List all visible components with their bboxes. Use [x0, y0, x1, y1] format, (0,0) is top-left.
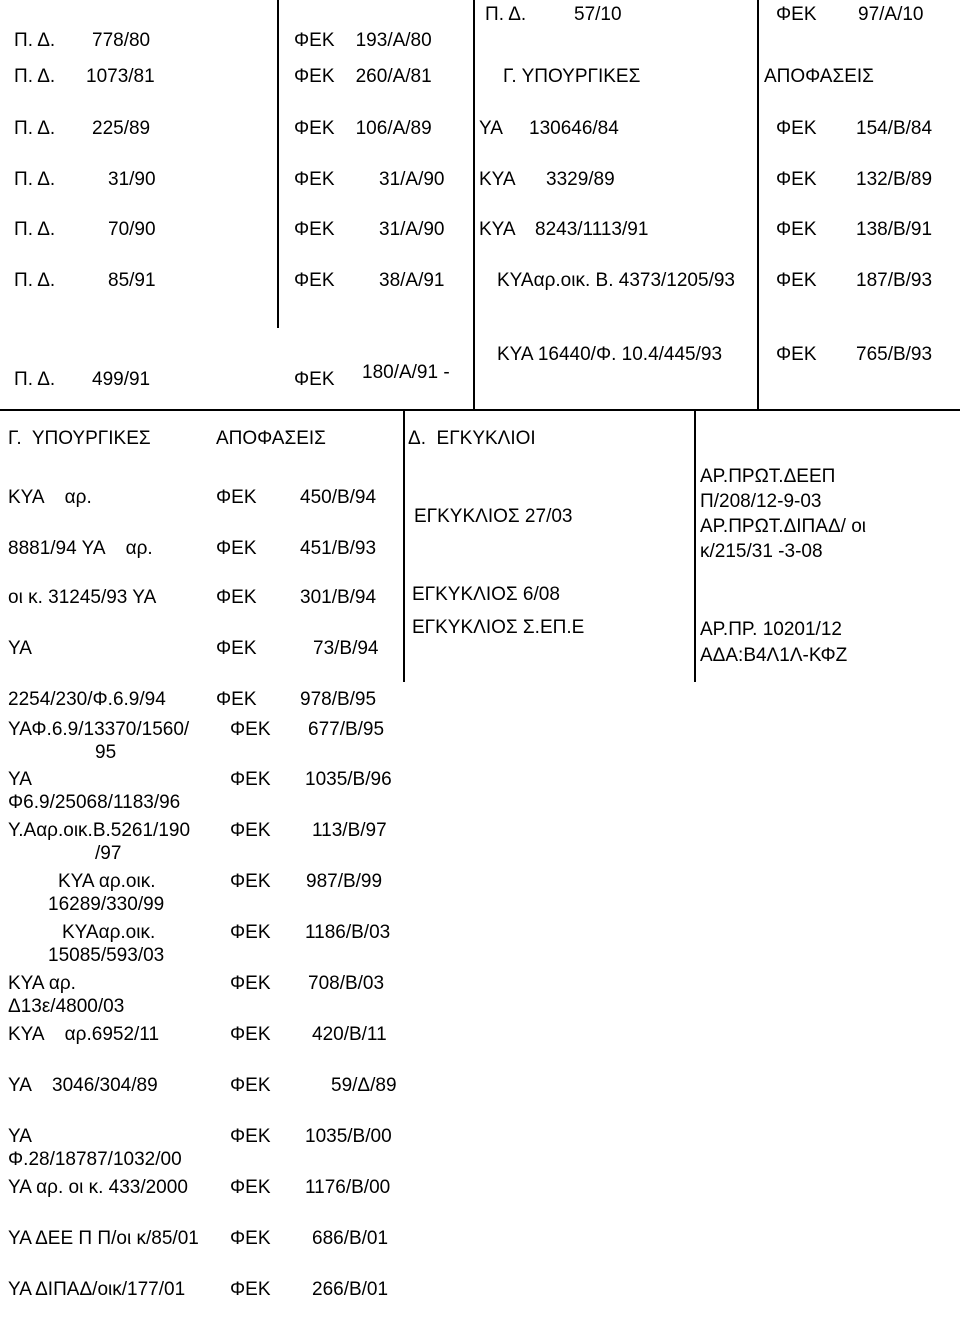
fek-number: 1035/Β/00 [305, 1126, 392, 1147]
decision-ref: Φ6.9/25068/1183/96 [8, 792, 181, 813]
table-cell: ΦΕΚ 260/Α/81 [294, 66, 432, 87]
table-cell: ΥΑ [479, 118, 503, 139]
table-cell: ΚΥΑ [479, 169, 516, 190]
table-cell: 31/Α/90 [379, 169, 445, 190]
table-cell: 97/Α/10 [858, 4, 924, 25]
table-cell: 765/Β/93 [856, 344, 933, 365]
decision-ref: ΚΥΑ αρ. [8, 973, 76, 994]
table-cell: ΦΕΚ [294, 219, 335, 240]
section-heading: Γ. ΥΠΟΥΡΓΙΚΕΣ [503, 66, 641, 87]
divider [473, 0, 475, 410]
fek-label: ΦΕΚ [230, 1279, 271, 1300]
circular-item: ΕΓΚΥΚΛΙΟΣ 6/08 [412, 584, 560, 605]
table-cell: ΦΕΚ [776, 4, 817, 25]
fek-number: 59/Δ/89 [331, 1075, 397, 1096]
fek-label: ΦΕΚ [230, 719, 271, 740]
table-cell: Π. Δ. [14, 270, 56, 291]
decision-ref: ΥΑ [8, 769, 32, 790]
fek-number: 113/Β/97 [312, 820, 387, 841]
table-cell: ΦΕΚ [776, 169, 817, 190]
fek-label: ΦΕΚ [216, 487, 257, 508]
table-cell: 132/Β/89 [856, 169, 933, 190]
fek-label: ΦΕΚ [230, 1024, 271, 1045]
table-cell: 187/Β/93 [856, 270, 933, 291]
divider [0, 409, 960, 411]
decision-ref: 2254/230/Φ.6.9/94 [8, 689, 166, 710]
fek-number: 708/Β/03 [308, 973, 385, 994]
divider [757, 0, 759, 410]
table-cell: Π. Δ. [14, 30, 56, 51]
fek-number: 987/Β/99 [306, 871, 383, 892]
fek-label: ΦΕΚ [230, 1228, 271, 1249]
fek-label: ΦΕΚ [216, 538, 257, 559]
fek-number: 978/Β/95 [300, 689, 377, 710]
fek-number: 1186/Β/03 [305, 922, 391, 943]
table-cell: 499/91 [92, 369, 151, 390]
fek-label: ΦΕΚ [216, 587, 257, 608]
table-cell: Π. Δ. [14, 118, 56, 139]
table-cell: 130646/84 [529, 118, 619, 139]
section-heading: Δ. ΕΓΚΥΚΛΙΟΙ [408, 428, 536, 449]
fek-label: ΦΕΚ [230, 973, 271, 994]
decision-ref: ΥΑΦ.6.9/13370/1560/ [8, 719, 190, 740]
table-cell: 225/89 [92, 118, 151, 139]
circular-item: ΕΓΚΥΚΛΙΟΣ 27/03 [414, 506, 573, 527]
table-cell: Π. Δ. [14, 369, 56, 390]
decision-ref: 16289/330/99 [48, 894, 165, 915]
fek-label: ΦΕΚ [216, 638, 257, 659]
divider [694, 410, 696, 682]
table-cell: 154/Β/84 [856, 118, 933, 139]
decision-ref: Υ.Ααρ.οικ.Β.5261/190 [8, 820, 191, 841]
table-cell: ΦΕΚ 106/Α/89 [294, 118, 432, 139]
table-cell: 138/Β/91 [856, 219, 933, 240]
fek-number: 73/Β/94 [313, 638, 379, 659]
reference-line: ΑΡ.ΠΡΩΤ.ΔΕΕΠ [700, 466, 836, 487]
decision-ref: Φ.28/18787/1032/00 [8, 1149, 182, 1170]
divider [403, 410, 405, 682]
fek-label: ΦΕΚ [216, 689, 257, 710]
reference-line: ΑΔΑ:Β4Λ1Λ-ΚΦΖ [700, 645, 848, 666]
table-cell: 3329/89 [546, 169, 615, 190]
section-heading: ΑΠΟΦΑΣΕΙΣ [764, 66, 874, 87]
reference-line: κ/215/31 -3-08 [700, 541, 823, 562]
table-cell: 8243/1113/91 [535, 219, 649, 240]
table-cell: 1073/81 [86, 66, 155, 87]
decision-ref: 8881/94 ΥΑ αρ. [8, 538, 153, 559]
table-cell: 778/80 [92, 30, 151, 51]
table-cell: ΦΕΚ 193/Α/80 [294, 30, 432, 51]
table-cell: ΚΥΑ 16440/Φ. 10.4/445/93 [497, 344, 723, 365]
reference-line: ΑΡ.ΠΡ. 10201/12 [700, 619, 842, 640]
fek-number: 1176/Β/00 [305, 1177, 391, 1198]
table-cell: ΦΕΚ [776, 344, 817, 365]
fek-label: ΦΕΚ [230, 1126, 271, 1147]
table-cell: Π. Δ. [14, 219, 56, 240]
decision-ref: οι κ. 31245/93 ΥΑ [8, 587, 157, 608]
table-cell: 85/91 [108, 270, 156, 291]
circular-item: ΕΓΚΥΚΛΙΟΣ Σ.ΕΠ.Ε [412, 617, 585, 638]
table-cell: ΚΥΑ [479, 219, 516, 240]
divider [277, 0, 279, 328]
decision-ref: 15085/593/03 [48, 945, 165, 966]
fek-label: ΦΕΚ [230, 922, 271, 943]
decision-ref: ΚΥΑ αρ.οικ. [58, 871, 156, 892]
reference-line: ΑΡ.ΠΡΩΤ.ΔΙΠΑΔ/ οι [700, 516, 866, 537]
fek-number: 451/Β/93 [300, 538, 377, 559]
fek-label: ΦΕΚ [230, 769, 271, 790]
decision-ref: Δ13ε/4800/03 [8, 996, 125, 1017]
decision-ref: 95 [95, 742, 117, 763]
table-cell: 38/Α/91 [379, 270, 445, 291]
table-cell: Π. Δ. [14, 66, 56, 87]
table-cell: ΦΕΚ [776, 219, 817, 240]
table-cell: 31/90 [108, 169, 156, 190]
fek-label: ΦΕΚ [230, 820, 271, 841]
fek-number: 677/Β/95 [308, 719, 385, 740]
fek-number: 450/Β/94 [300, 487, 377, 508]
table-cell: ΦΕΚ [294, 169, 335, 190]
table-cell: 31/Α/90 [379, 219, 445, 240]
decision-ref: ΥΑ 3046/304/89 [8, 1075, 158, 1096]
decision-ref: ΥΑ [8, 1126, 32, 1147]
table-cell: 70/90 [108, 219, 156, 240]
fek-label: ΦΕΚ [230, 1177, 271, 1198]
decision-ref: ΥΑ αρ. οι κ. 433/2000 [8, 1177, 188, 1198]
table-cell: Π. Δ. [485, 4, 527, 25]
table-cell: ΦΕΚ [776, 270, 817, 291]
fek-label: ΦΕΚ [230, 1075, 271, 1096]
table-cell: ΦΕΚ [776, 118, 817, 139]
decision-ref: ΚΥΑ αρ.6952/11 [8, 1024, 160, 1045]
decision-ref: ΥΑ ΔΕΕ Π Π/οι κ/85/01 [8, 1228, 199, 1249]
table-cell: ΦΕΚ [294, 369, 335, 390]
table-cell: 180/Α/91 - [362, 362, 450, 383]
fek-number: 266/Β/01 [312, 1279, 389, 1300]
decision-ref: ΚΥΑαρ.οικ. [62, 922, 156, 943]
fek-label: ΦΕΚ [230, 871, 271, 892]
fek-number: 420/Β/11 [312, 1024, 387, 1045]
table-cell: ΦΕΚ [294, 270, 335, 291]
fek-number: 1035/Β/96 [305, 769, 392, 790]
fek-number: 686/Β/01 [312, 1228, 389, 1249]
decision-ref: ΥΑ [8, 638, 32, 659]
decision-ref: ΥΑ ΔΙΠΑΔ/οικ/177/01 [8, 1279, 186, 1300]
section-heading: ΑΠΟΦΑΣΕΙΣ [216, 428, 326, 449]
decision-ref: /97 [95, 843, 122, 864]
section-heading: Γ. ΥΠΟΥΡΓΙΚΕΣ [8, 428, 151, 449]
table-cell: Π. Δ. [14, 169, 56, 190]
table-cell: ΚΥΑαρ.οικ. Β. 4373/1205/93 [497, 270, 735, 291]
table-cell: 57/10 [574, 4, 622, 25]
reference-line: Π/208/12-9-03 [700, 491, 822, 512]
decision-ref: ΚΥΑ αρ. [8, 487, 92, 508]
fek-number: 301/Β/94 [300, 587, 377, 608]
